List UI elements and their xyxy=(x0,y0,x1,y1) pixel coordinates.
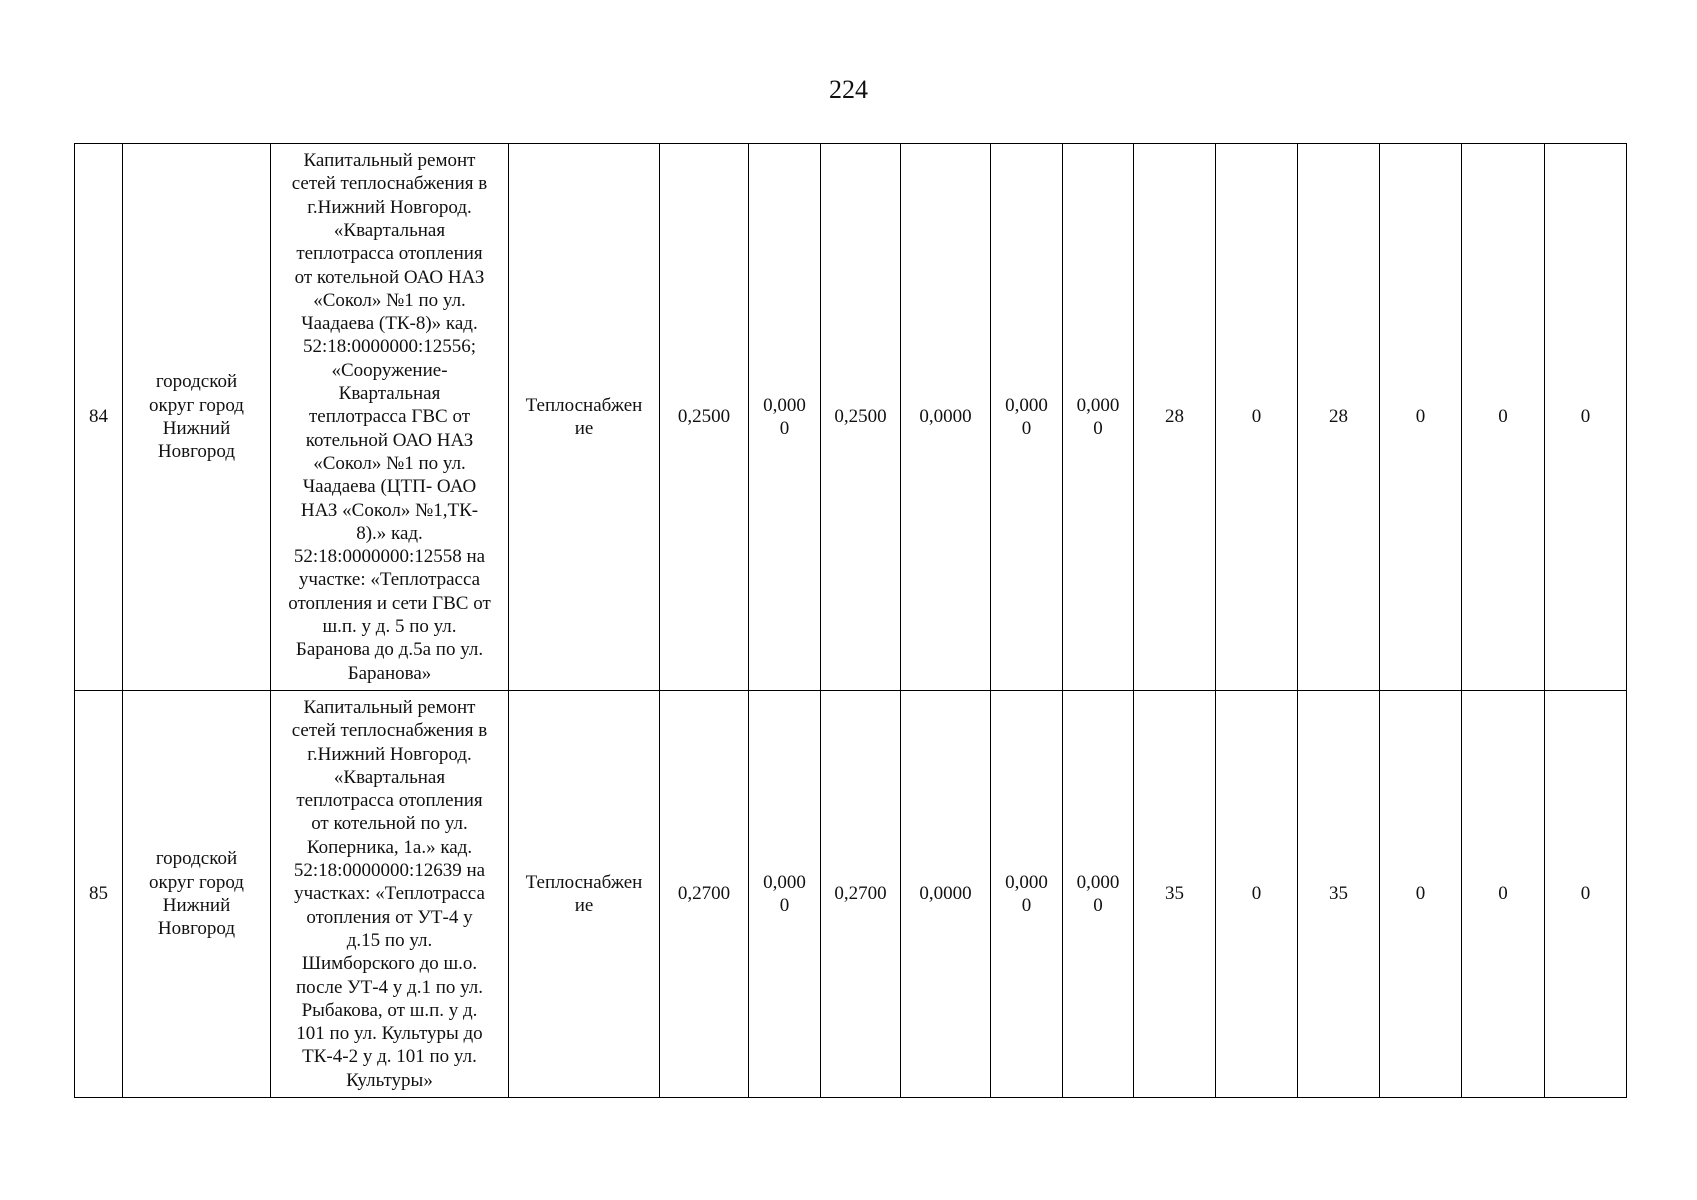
table-row xyxy=(75,144,1627,691)
description-cell: Капитальный ремонт сетей теплоснабжения в г.Нижний Новгород. «Квартальная теплотрасса отопления от котельной ОАО НАЗ «Сокол» №1 по ул. Чаадаева (ТК-8)» кад. 52:18:0000000:12556; «Сооружение- Квартальная теплотрасса ГВС от котельной ОАО НАЗ «Сокол» №1 по ул. Чаадаева (ЦТП- ОАО НАЗ «Сокол» №1,ТК- 8).» кад. 52:18:0000000:12558 на участке: «Теплотрасса отопления и сети ГВС от ш.п. у д. 5 по ул. Баранова до д.5а по ул. Баранова» xyxy=(271,144,509,691)
value-cell: 0,000 0 xyxy=(1063,144,1134,691)
description-cell: Капитальный ремонт сетей теплоснабжения в г.Нижний Новгород. «Квартальная теплотрасса отопления от котельной по ул. Коперника, 1а.» кад. 52:18:0000000:12639 на участках: «Теплотрасса отопления от УТ-4 у д.15 по ул. Шимборского до ш.о. после УТ-4 у д.1 по ул. Рыбакова, от ш.п. у д. 101 по ул. Культуры до ТК-4-2 у д. 101 по ул. Культуры» xyxy=(271,691,509,1098)
value-cell: 0,0000 xyxy=(901,144,991,691)
value-cell: 28 xyxy=(1134,144,1216,691)
data-table xyxy=(74,143,1627,1098)
value-cell: 0 xyxy=(1462,691,1545,1098)
value-cell: 0,000 0 xyxy=(991,691,1063,1098)
value-cell: 0,000 0 xyxy=(749,691,821,1098)
type-cell: Теплоснабжен ие xyxy=(509,144,660,691)
table-row xyxy=(75,691,1627,1098)
value-cell: 0,2700 xyxy=(821,691,901,1098)
value-cell: 0,2500 xyxy=(660,144,749,691)
value-cell: 0 xyxy=(1216,144,1298,691)
value-cell: 0,000 0 xyxy=(749,144,821,691)
value-cell: 0 xyxy=(1216,691,1298,1098)
value-cell: 0,2700 xyxy=(660,691,749,1098)
value-cell: 0,2500 xyxy=(821,144,901,691)
municipality-cell: городской округ город Нижний Новгород xyxy=(123,691,271,1098)
type-cell: Теплоснабжен ие xyxy=(509,691,660,1098)
page-number: 224 xyxy=(829,75,868,104)
value-cell: 28 xyxy=(1298,144,1380,691)
value-cell: 0 xyxy=(1545,144,1627,691)
value-cell: 0 xyxy=(1462,144,1545,691)
value-cell: 35 xyxy=(1134,691,1216,1098)
row-number: 85 xyxy=(75,691,123,1098)
value-cell: 0 xyxy=(1545,691,1627,1098)
row-number: 84 xyxy=(75,144,123,691)
value-cell: 0,000 0 xyxy=(991,144,1063,691)
value-cell: 0 xyxy=(1380,144,1462,691)
value-cell: 0,000 0 xyxy=(1063,691,1134,1098)
value-cell: 0 xyxy=(1380,691,1462,1098)
value-cell: 35 xyxy=(1298,691,1380,1098)
municipality-cell: городской округ город Нижний Новгород xyxy=(123,144,271,691)
value-cell: 0,0000 xyxy=(901,691,991,1098)
